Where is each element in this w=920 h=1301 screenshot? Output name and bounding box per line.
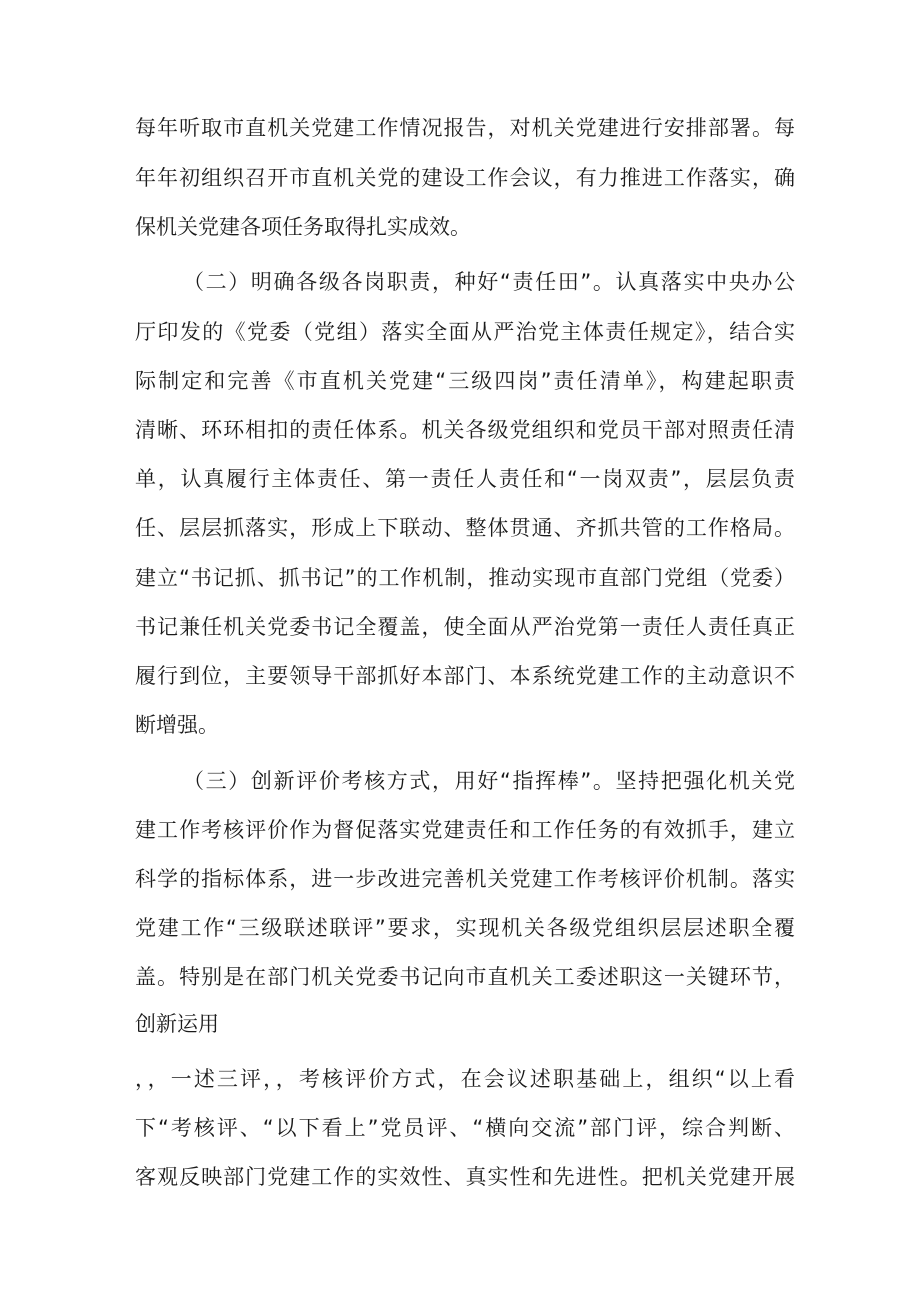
paragraph-heading-3: （三）创新评价考核方式，用好“指挥棒”。坚持把强化机关党 bbox=[183, 769, 795, 793]
text-line: 保机关党建各项任务取得扎实成效。 bbox=[135, 215, 471, 239]
text-line: 单，认真履行主体责任、第一责任人责任和“一岗双责”，层层负责 bbox=[135, 467, 795, 491]
text-line: 每年听取市直机关党建工作情况报告，对机关党建进行安排部署。每 bbox=[135, 116, 795, 140]
text-line: 盖。特别是在部门机关党委书记向市直机关工委述职这一关键环节， bbox=[135, 965, 795, 989]
text-line: 党建工作“三级联述联评”要求，实现机关各级党组织层层述职全覆 bbox=[135, 916, 795, 940]
text-line: 下“考核评、“以下看上”党员评、“横向交流”部门评，综合判断、 bbox=[135, 1116, 795, 1140]
text-line: 任、层层抓落实，形成上下联动、整体贯通、齐抓共管的工作格局。 bbox=[135, 516, 795, 540]
text-line: 创新运用 bbox=[135, 1012, 219, 1036]
text-line: ，，一述三评，，考核评价方式，在会议述职基础上，组织“以上看 bbox=[135, 1067, 795, 1091]
text-line: 书记兼任机关党委书记全覆盖，使全面从严治党第一责任人责任真正 bbox=[135, 615, 795, 639]
text-line: 际制定和完善《市直机关党建“三级四岗”责任清单》，构建起职责 bbox=[135, 369, 795, 393]
text-line: 年年初组织召开市直机关党的建设工作会议，有力推进工作落实，确 bbox=[135, 166, 795, 190]
text-line: 客观反映部门党建工作的实效性、真实性和先进性。把机关党建开展 bbox=[135, 1165, 795, 1189]
text-line: 断增强。 bbox=[135, 713, 219, 737]
text-line: 建工作考核评价作为督促落实党建责任和工作任务的有效抓手，建立 bbox=[135, 818, 795, 842]
text-line: 建立“书记抓、抓书记”的工作机制，推动实现市直部门党组（党委） bbox=[135, 566, 795, 590]
paragraph-heading-2: （二）明确各级各岗职责，种好“责任田”。认真落实中央办公 bbox=[183, 270, 795, 294]
text-line: 厅印发的《党委（党组）落实全面从严治党主体责任规定》，结合实 bbox=[135, 320, 795, 344]
text-line: 科学的指标体系，进一步改进完善机关党建工作考核评价机制。落实 bbox=[135, 867, 795, 891]
text-line: 履行到位，主要领导干部抓好本部门、本系统党建工作的主动意识不 bbox=[135, 664, 795, 688]
text-line: 清晰、环环相扣的责任体系。机关各级党组织和党员干部对照责任清 bbox=[135, 418, 795, 442]
